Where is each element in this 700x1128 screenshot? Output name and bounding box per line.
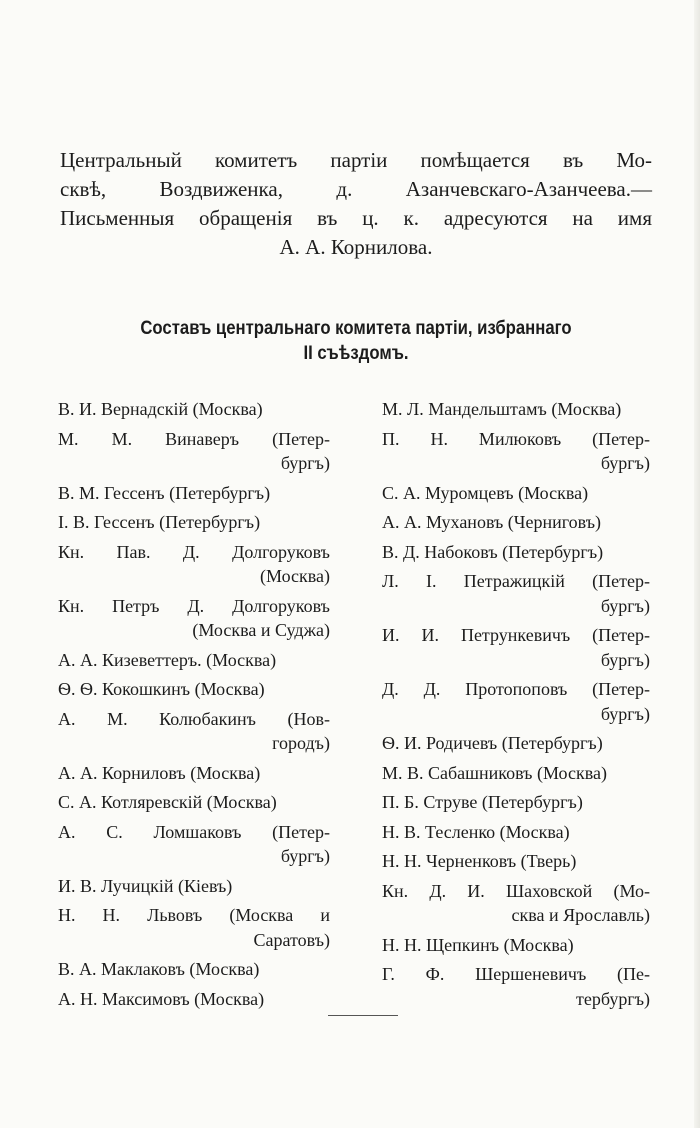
member-entry [382,849,650,874]
member-name-line: А. А. Корниловъ (Москва) [58,762,261,783]
member-entry [382,731,650,756]
member-name-line: М. М. Винаверъ (Петер- [58,428,330,449]
member-name-line: С. А. Муромцевъ (Москва) [382,482,589,503]
member-name-line: М. Л. Мандельштамъ (Москва) [382,399,622,419]
member-entry [58,903,330,952]
member-name-line: П. Б. Струве (Петербургъ) [382,792,583,812]
member-name-line: А. М. Колюбакинъ (Нов- [58,708,330,729]
member-entry [382,540,650,565]
member-name-line: Д. Д. Протопоповъ (Петер- [382,679,650,699]
member-entry [58,648,330,673]
intro-line: А. А. Корнилова. [279,235,433,259]
member-continuation-line: (Москва и Суджа) [192,620,330,640]
member-name-line: А. А. Мухановъ (Черниговъ) [382,512,602,532]
member-name-line: Н. Н. Львовъ (Москва и [58,905,330,925]
intro-line: Письменныя обращенія въ ц. к. адресуются на имя [60,206,652,230]
member-name-line: А. С. Ломшаковъ (Петер- [58,821,330,842]
member-name-line: Кн. Пав. Д. Долгоруковъ [58,541,330,562]
member-name-line: И. В. Лучицкій (Кіевъ) [58,875,233,896]
heading-line: Составъ центральнаго комитета партіи, избраннаго [140,318,572,339]
intro-line: сквѣ, Воздвиженка, д. Азанчевскаго-Азанчеева.— [60,177,652,201]
member-entry [382,879,650,928]
member-name-line: И. И. Петрункевичъ (Петер- [382,625,650,645]
member-name-line: А. Н. Максимовъ (Москва) [58,988,265,1009]
member-entry [58,594,330,643]
member-continuation-line: бургъ) [600,649,650,670]
member-continuation-line: Саратовъ) [253,929,330,950]
member-entry [382,820,650,845]
member-entry [382,569,650,618]
member-entry [58,540,330,589]
member-name-line: Л. І. Петражицкій (Петер- [382,571,650,591]
page-edge [694,0,700,1128]
member-entry [58,820,330,869]
member-entry [58,957,330,982]
member-name-line: В. И. Вернадскій (Москва) [58,399,263,419]
member-continuation-line: сква и Ярославль) [511,905,650,925]
members-left-column [58,397,330,1016]
member-name-line: Кн. Петръ Д. Долгоруковъ [58,595,330,616]
member-name-line: Г. Ф. Шершеневичъ (Пе- [382,964,650,984]
members-right-column [382,397,650,1016]
member-entry [382,510,650,535]
member-name-line: Кн. Д. И. Шаховской (Мо- [382,880,650,901]
member-entry [58,397,330,422]
member-entry [382,397,650,422]
member-continuation-line: бургъ) [600,595,650,616]
member-name-line: Н. Н. Щепкинъ (Москва) [382,934,574,955]
member-name-line: С. А. Котляревскій (Москва) [58,792,277,812]
member-continuation-line: бургъ) [280,453,330,473]
member-entry [382,790,650,815]
member-continuation-line: городъ) [272,733,330,753]
intro-paragraph [60,146,652,262]
member-entry [58,761,330,786]
member-entry [58,481,330,506]
member-entry [58,987,330,1012]
member-entry [58,874,330,899]
member-name-line: І. В. Гессенъ (Петербургъ) [58,512,261,532]
member-name-line: Ѳ. И. Родичевъ (Петербургъ) [382,733,603,753]
member-continuation-line: тербургъ) [575,988,650,1009]
member-entry [382,481,650,506]
member-entry [58,677,330,702]
member-name-line: Ѳ. Ѳ. Кокошкинъ (Москва) [58,679,265,699]
member-entry [382,677,650,726]
member-entry [58,707,330,756]
member-name-line: Н. В. Тесленко (Москва) [382,821,570,842]
heading-line: II съѣздомъ. [303,343,409,364]
member-entry [382,933,650,958]
intro-line: Центральный комитетъ партіи помѣщается въ Мо- [60,148,652,172]
member-name-line: В. Д. Набоковъ (Петербургъ) [382,541,604,562]
section-divider [328,1015,398,1016]
section-heading [92,316,620,366]
member-entry [382,962,650,1011]
member-entry [58,427,330,476]
member-entry [382,761,650,786]
member-name-line: А. А. Кизеветтеръ. (Москва) [58,649,277,670]
member-continuation-line: бургъ) [600,453,650,473]
member-continuation-line: (Москва) [260,566,330,586]
member-continuation-line: бургъ) [600,703,650,724]
member-name-line: В. А. Маклаковъ (Москва) [58,959,260,979]
member-name-line: В. М. Гессенъ (Петербургъ) [58,482,271,503]
member-continuation-line: бургъ) [280,846,330,866]
member-entry [382,623,650,672]
member-name-line: М. В. Сабашниковъ (Москва) [382,762,607,783]
member-name-line: П. Н. Милюковъ (Петер- [382,428,650,449]
member-entry [382,427,650,476]
member-name-line: Н. Н. Черненковъ (Тверь) [382,851,577,871]
member-entry [58,790,330,815]
member-entry [58,510,330,535]
